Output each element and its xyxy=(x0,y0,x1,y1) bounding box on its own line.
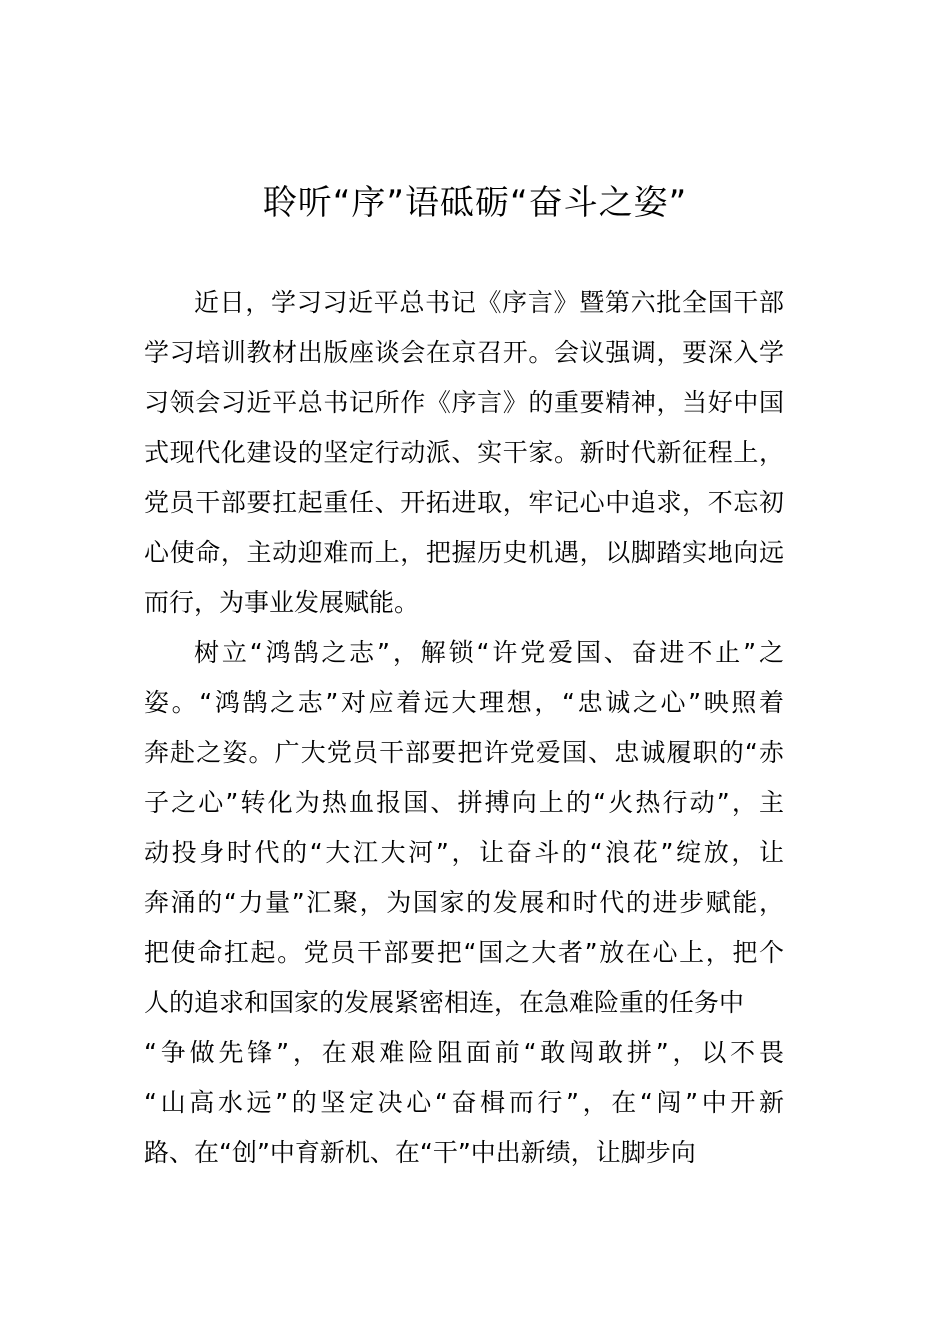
paragraph-1-line-6: 心使命，主动迎难而上，把握历史机遇，以脚踏实地向远 xyxy=(144,538,784,567)
paragraph-1-line-4: 式现代化建设的坚定行动派、实干家。新时代新征程上， xyxy=(144,438,784,467)
paragraph-2-line-10: “山高水远”的坚定决心“奋楫而行”，在“闯”中开新 xyxy=(144,1088,784,1117)
document-title: 聆听“序”语砥砺“奋斗之姿” xyxy=(262,183,688,223)
paragraph-1-line-5: 党员干部要扛起重任、开拓进取，牢记心中追求，不忘初 xyxy=(144,488,784,517)
paragraph-2-line-6: 奔涌的“力量”汇聚，为国家的发展和时代的进步赋能， xyxy=(144,888,784,917)
paragraph-2-line-11: 路、在“创”中育新机、在“干”中出新绩，让脚步向 xyxy=(144,1138,696,1167)
paragraph-2-line-9: “争做先锋”，在艰难险阻面前“敢闯敢拼”，以不畏 xyxy=(144,1038,784,1067)
paragraph-2-line-4: 子之心”转化为热血报国、拼搏向上的“火热行动”，主 xyxy=(144,788,784,817)
paragraph-2-line-2: 姿。“鸿鹄之志”对应着远大理想，“忠诚之心”映照着 xyxy=(144,688,784,717)
document-body xyxy=(144,278,784,1178)
paragraph-1-line-3: 习领会习近平总书记所作《序言》的重要精神，当好中国 xyxy=(144,388,784,417)
paragraph-2-line-8: 人的追求和国家的发展紧密相连，在急难险重的任务中 xyxy=(144,988,745,1017)
paragraph-1-line-1: 近日，学习习近平总书记《序言》暨第六批全国干部 xyxy=(194,288,784,317)
paragraph-2-line-1: 树立“鸿鹄之志”，解锁“许党爱国、奋进不止”之 xyxy=(194,638,784,667)
paragraph-2-line-5: 动投身时代的“大江大河”，让奋斗的“浪花”绽放，让 xyxy=(144,838,784,867)
paragraph-1-line-7: 而行，为事业发展赋能。 xyxy=(144,588,420,617)
paragraph-2-line-3: 奔赴之姿。广大党员干部要把许党爱国、忠诚履职的“赤 xyxy=(144,738,784,767)
paragraph-1-line-2: 学习培训教材出版座谈会在京召开。会议强调，要深入学 xyxy=(144,338,784,367)
paragraph-2-line-7: 把使命扛起。党员干部要把“国之大者”放在心上，把个 xyxy=(144,938,784,967)
